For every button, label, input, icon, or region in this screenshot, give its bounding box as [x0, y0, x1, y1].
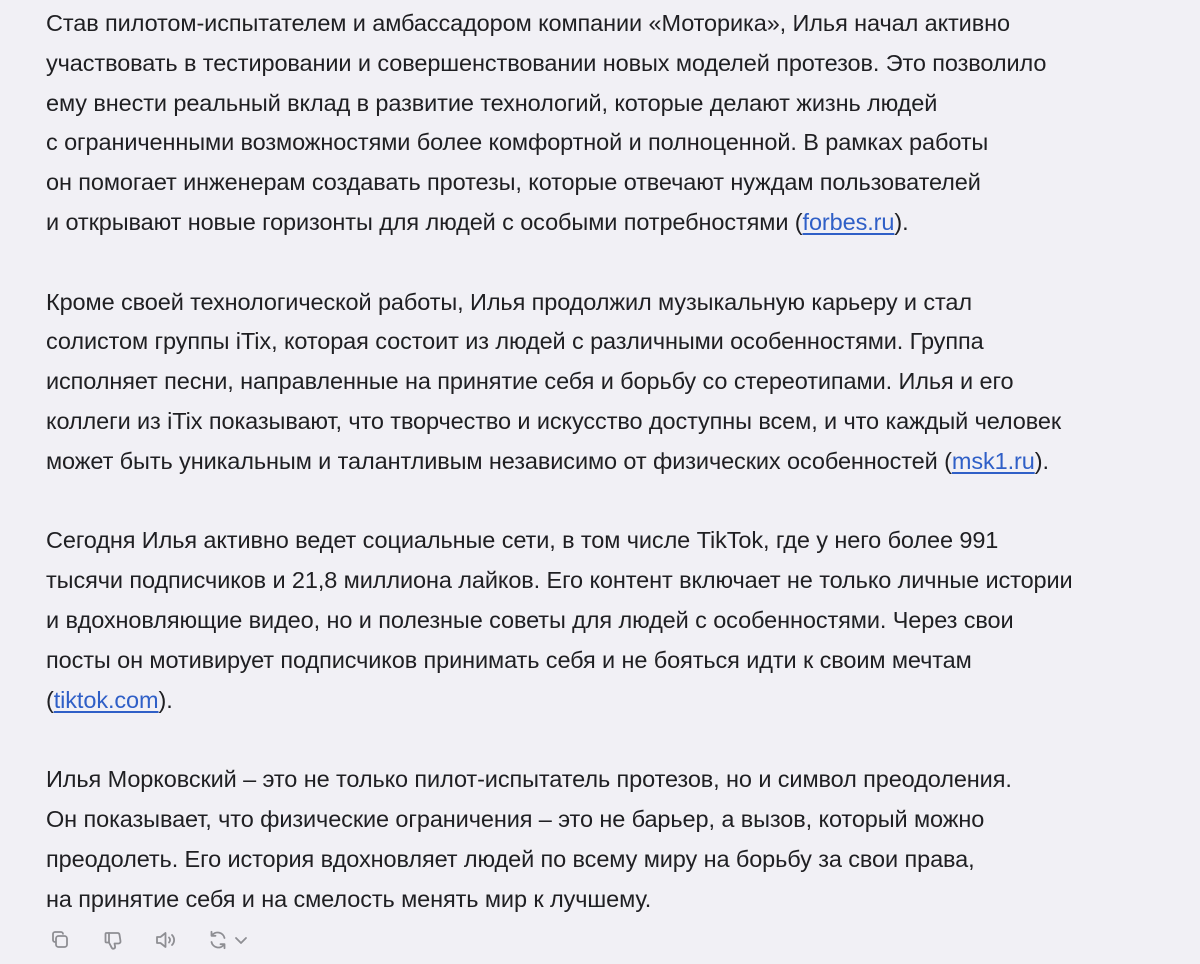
line-text: (	[46, 686, 54, 713]
paragraph-motorica	[46, 4, 1171, 243]
source-link-msk1[interactable]: msk1.ru	[951, 447, 1035, 474]
read-aloud-button[interactable]	[150, 924, 182, 956]
copy-button[interactable]	[44, 924, 76, 956]
text-line: Кроме своей технологической работы, Илья продолжил музыкальную карьеру и стал	[46, 288, 973, 315]
text-line: на принятие себя и на смелость менять мир к лучшему.	[46, 885, 652, 912]
paragraph-spacer	[46, 720, 1200, 760]
text-line-with-source	[46, 442, 1171, 482]
message-actions-toolbar	[44, 924, 255, 956]
text-line: Илья Морковский – это не только пилот-испытатель протезов, но и символ преодоления.	[46, 766, 1012, 793]
paragraph-itix	[46, 283, 1171, 482]
text-line: участвовать в тестировании и совершенствовании новых моделей протезов. Это позволило	[46, 49, 1047, 76]
line-text: ).	[158, 686, 173, 713]
text-line: с ограниченными возможностями более комфортной и полноценной. В рамках работы	[46, 129, 989, 156]
text-line: Став пилотом-испытателем и амбассадором компании «Моторика», Илья начал активно	[46, 10, 1010, 36]
regenerate-button[interactable]	[203, 924, 255, 956]
dislike-button[interactable]	[97, 924, 129, 956]
line-text: ).	[894, 208, 909, 235]
text-line-with-source	[46, 203, 1171, 243]
text-line: преодолеть. Его история вдохновляет людей по всему миру на борьбу за свои права,	[46, 845, 975, 872]
text-line: Он показывает, что физические ограничения – это не барьер, а вызов, который можно	[46, 805, 985, 832]
text-line: исполняет песни, направленные на принятие себя и борьбу со стереотипами. Илья и его	[46, 368, 1014, 395]
line-text: может быть уникальным и талантливым независимо от физических особенностей (	[46, 447, 952, 474]
regenerate-icon	[207, 929, 229, 951]
line-text: и открывают новые горизонты для людей с особыми потребностями (	[46, 208, 803, 235]
source-link-tiktok[interactable]: tiktok.com	[53, 686, 159, 713]
source-link-forbes[interactable]: forbes.ru	[802, 208, 895, 235]
thumbs-down-icon	[102, 929, 124, 951]
copy-icon	[49, 929, 71, 951]
text-line: посты он мотивирует подписчиков принимать себя и не бояться идти к своим мечтам	[46, 646, 972, 673]
paragraph-conclusion	[46, 760, 1171, 919]
paragraph-spacer	[46, 243, 1200, 283]
paragraph-spacer	[46, 482, 1200, 522]
speaker-icon	[154, 929, 178, 951]
text-line: тысячи подписчиков и 21,8 миллиона лайков. Его контент включает не только личные истории	[46, 567, 1073, 594]
line-text: ).	[1034, 447, 1049, 474]
paragraph-tiktok	[46, 521, 1171, 720]
text-line: ему внести реальный вклад в развитие технологий, которые делают жизнь людей	[46, 89, 938, 116]
text-line: и вдохновляющие видео, но и полезные советы для людей с особенностями. Через свои	[46, 606, 1014, 633]
text-line: Сегодня Илья активно ведет социальные сети, в том числе TikTok, где у него более 991	[46, 527, 999, 554]
text-line: коллеги из iTix показывают, что творчество и искусство доступны всем, и что каждый человек	[46, 407, 1062, 434]
text-line-with-source	[46, 681, 1171, 721]
text-line: солистом группы iTix, которая состоит из людей с различными особенностями. Группа	[46, 328, 984, 355]
chevron-down-icon	[233, 932, 249, 948]
text-line: он помогает инженерам создавать протезы, которые отвечают нуждам пользователей	[46, 169, 981, 196]
